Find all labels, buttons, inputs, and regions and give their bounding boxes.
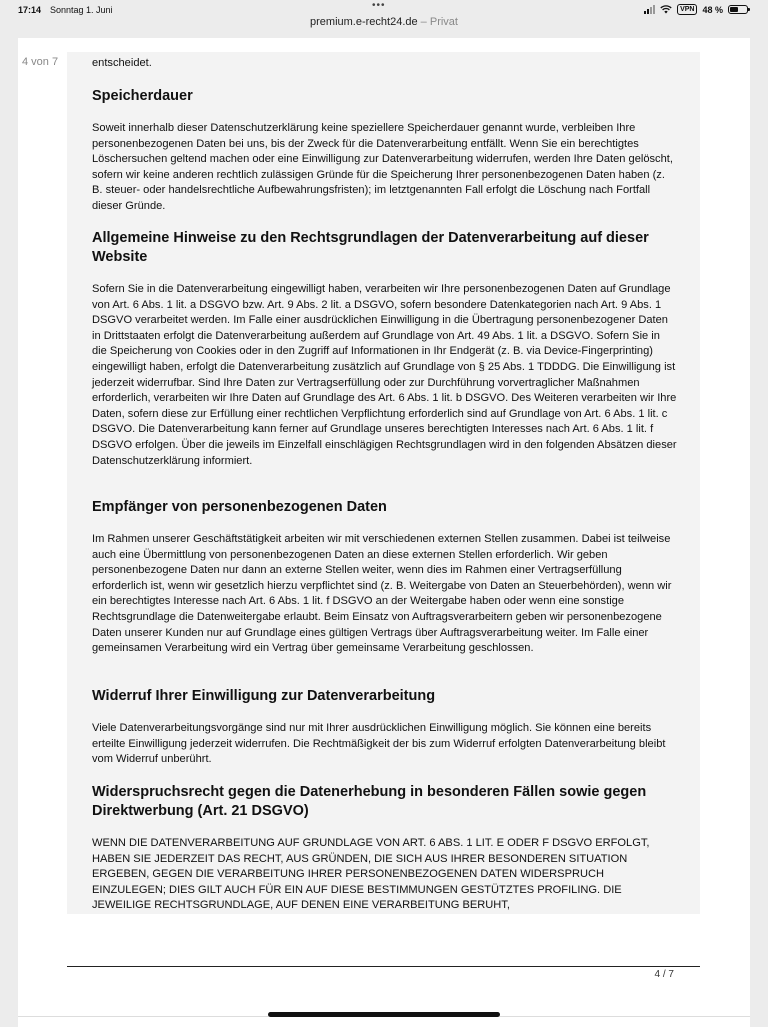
section-text: Viele Datenverarbeitungsvorgänge sind nur mit Ihrer ausdrücklichen Einwilligung möglich. Sie können eine bereits erteilte Einwilligung jederzeit widerrufen. Die Rechtmäßigkeit der bis zum Widerruf erfolgten Datenverarbeitung bleibt vom Widerruf unberührt. — [92, 722, 666, 766]
intro-tail-text: entscheidet. — [92, 57, 152, 69]
url-bar[interactable] — [0, 16, 768, 28]
section-text: Im Rahmen unserer Geschäftstätigkeit arbeiten wir mit verschiedenen externen Stellen zusammen. Dabei ist teilweise auch eine Übermittlung von personenbezogenen Daten an diese externen Stellen erforderlich. Wir geben personenbezogene Daten nur dann an externe Stellen weiter, wenn dies im Rahmen einer Vertragserfüllung erforderlich ist, wenn wir gesetzlich hierzu verpflichtet sind (z. B. Weitergabe von Daten an Steuerbehörden), wenn wir ein berechtigtes Interesse nach Art. 6 Abs. 1 lit. f DSGVO an der Weitergabe haben oder wenn eine sonstige Rechtsgrundlage die Datenweitergabe erlaubt. Beim Einsatz von Auftragsverarbeitern geben wir personenbezogene Daten unserer Kunden nur auf Grundlage eines gültigen Vertrags über Auftragsverarbeitung weiter. Im Falle einer gemeinsamen Verarbeitung wird ein Vertrag über gemeinsame Verarbeitung geschlossen. — [92, 533, 672, 655]
page-number: 4 / 7 — [654, 969, 674, 980]
section-text: Soweit innerhalb dieser Datenschutzerklärung keine speziellere Speicherdauer genannt wurde, verbleiben Ihre personenbezogenen Daten bei uns, bis der Zweck für die Datenverarbeitung entfällt. Wenn Sie ein berechtigtes Löschersuchen geltend machen oder eine Einwilligung zur Datenverarbeitung widerrufen, werden Ihre Daten gelöscht, sofern wir keine anderen rechtlich zulässigen Gründe für die Speicherung Ihrer personenbezogenen Daten haben (z. B. steuer- oder handelsrechtliche Aufbewahrungsfristen); im letztgenannten Fall erfolgt die Löschung nach Fortfall dieser Gründe. — [92, 122, 673, 212]
section-heading: Widerruf Ihrer Einwilligung zur Datenverarbeitung — [92, 688, 436, 704]
section-heading: Speicherdauer — [92, 88, 193, 104]
cellular-signal-icon — [644, 5, 655, 14]
section-text: Sofern Sie in die Datenverarbeitung eingewilligt haben, verarbeiten wir Ihre personenbezogenen Daten auf Grundlage von Art. 6 Abs. 1 lit. a DSGVO bzw. Art. 9 Abs. 2 lit. a DSGVO, sofern besondere Datenkategorien nach Art. 9 Abs. 1 DSGVO verarbeitet werden. Im Falle einer ausdrücklichen Einwilligung in die Übertragung personenbezogener Daten in Drittstaaten erfolgt die Datenverarbeitung außerdem auf Grundlage von Art. 49 Abs. 1 lit. a DSGVO. Sofern Sie in die Speicherung von Cookies oder in den Zugriff auf Informationen in Ihr Endgerät (z. B. via Device-Fingerprinting) eingewilligt haben, erfolgt die Datenverarbeitung zusätzlich auf Grundlage von § 25 Abs. 1 TDDDG. Die Einwilligung ist jederzeit widerrufbar. Sind Ihre Daten zur Vertragserfüllung oder zur Durchführung vorvertraglicher Maßnahmen erforderlich, verarbeiten wir Ihre Daten auf Grundlage des Art. 6 Abs. 1 lit. b DSGVO. Des Weiteren verarbeiten wir Ihre Daten, sofern diese zur Erfüllung einer rechtlichen Verpflichtung erforderlich sind auf Grundlage von Art. 6 Abs. 1 lit. c DSGVO. Die Datenverarbeitung kann ferner auf Grundlage unseres berechtigten Interesses nach Art. 6 Abs. 1 lit. f DSGVO erfolgen. Über die jeweils im Einzelfall einschlägigen Rechtsgrundlagen wird in den folgenden Absätzen dieser Datenschutzerklärung informiert. — [92, 283, 677, 467]
wifi-icon — [660, 5, 672, 14]
url-text: premium.e-recht24.de — [310, 16, 418, 28]
multitasking-dots[interactable]: ••• — [372, 0, 386, 11]
page-indicator: 4 von 7 — [22, 56, 59, 68]
section-heading: Empfänger von personenbezogenen Daten — [92, 499, 387, 515]
status-time: 17:14 — [18, 5, 42, 15]
battery-icon — [728, 5, 748, 14]
section-heading: Widerspruchsrecht gegen die Datenerhebung in besonderen Fällen sowie gegen Direktwerbung (Art. 21 DSGVO) — [92, 784, 647, 819]
footer-rule — [67, 966, 700, 967]
section-heading: Allgemeine Hinweise zu den Rechtsgrundlagen der Datenverarbeitung auf dieser Website — [92, 230, 649, 265]
section-text: WENN DIE DATENVERARBEITUNG AUF GRUNDLAGE VON ART. 6 ABS. 1 LIT. E ODER F DSGVO ERFOLGT, HABEN SIE JEDERZEIT DAS RECHT, AUS GRÜNDEN, DIE SICH AUS IHRER BESONDEREN SITUATION ERGEBEN, GEGEN DIE VERARBEITUNG IHRER PERSONENBEZOGENEN DATEN WIDERSPRUCH EINZULEGEN; DIES GILT AUCH FÜR EIN AUF DIESE BESTIMMUNGEN GESTÜTZTES PROFILING. DIE JEWEILIGE RECHTSGRUNDLAGE, AUF DENEN EINE VERARBEITUNG BERUHT, — [92, 837, 650, 912]
vpn-icon: VPN — [677, 4, 697, 15]
battery-percentage: 48 % — [702, 4, 723, 15]
next-page-edge — [18, 1016, 750, 1027]
home-indicator[interactable] — [268, 1012, 500, 1017]
status-indicators — [644, 4, 748, 15]
status-date: Sonntag 1. Juni — [50, 5, 113, 15]
document-content — [67, 52, 700, 914]
private-mode-label: – Privat — [417, 16, 458, 28]
